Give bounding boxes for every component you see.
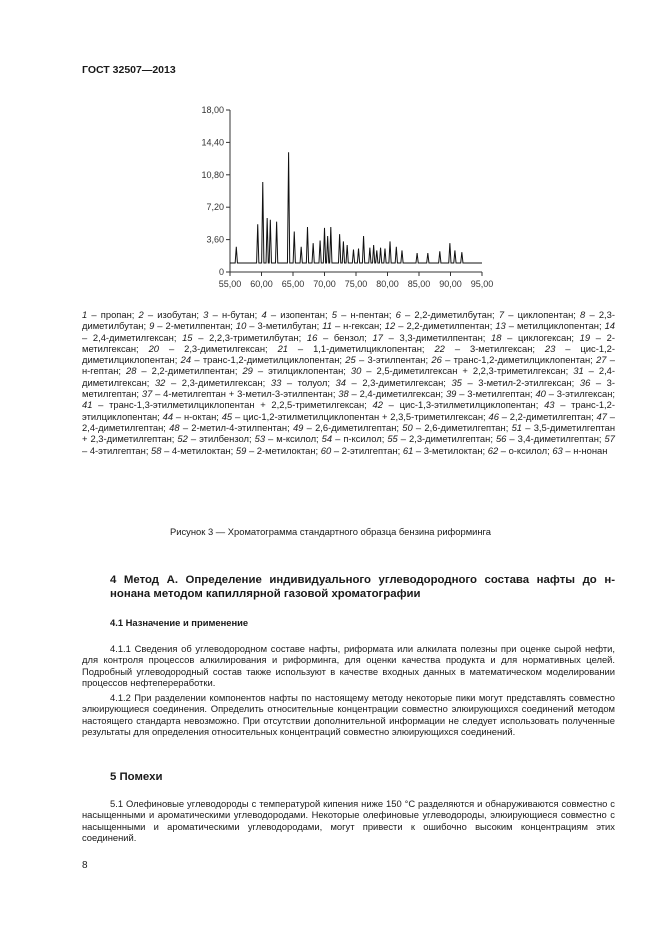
legend-entry: 10 – 3-метилбутан;	[235, 320, 323, 332]
legend-entry-number: 29	[242, 365, 253, 377]
legend-entry-number: 26	[431, 354, 442, 366]
legend-entry: 34 – 2,3-диметилгексан;	[335, 376, 452, 388]
legend-entry-number: 39	[445, 388, 457, 400]
legend-entry-number: 25	[345, 354, 356, 366]
legend-entry-number: 33	[270, 376, 282, 388]
legend-entry-number: 7	[498, 309, 505, 320]
paragraph-4-1-2: 4.1.2 При разделении компонентов нафты по настоящему методу некоторые пики могут представлять совместно элюирующиеся соединения. Определить относительные концентрации совместно элюирующихся соединений методом настоящего стандарта невозможно. При отсутствии дополнительной информации не следует использовать полученные результаты для определения относительных концентраций совместно элюирующихся соединений.	[82, 692, 615, 738]
legend-entry-number: 23	[544, 342, 556, 354]
legend-entry-number: 51	[511, 421, 522, 433]
x-tick-label: 65,00	[281, 279, 305, 289]
x-tick-label: 60,00	[250, 279, 273, 289]
legend-entry: 29 – этилциклопентан;	[242, 365, 351, 377]
legend-entry-number: 42	[372, 399, 383, 411]
legend-entry-number: 4	[261, 309, 267, 320]
x-tick-label: 85,00	[407, 279, 431, 289]
legend-entry: 4 – изопентан;	[261, 309, 332, 320]
legend-entry: 35 – 3-метил-2-этилгексан;	[451, 376, 580, 388]
legend-entry: 32 – 2,3-диметилгексан;	[154, 376, 271, 388]
legend-entry: 6 – 2,2-диметилбутан;	[395, 309, 499, 320]
legend-entry-number: 44	[162, 410, 174, 422]
legend-entry: 27 – н-гептан;	[82, 354, 615, 377]
legend-entry: 28 – 2,2-диметилпентан;	[125, 365, 243, 377]
section-4-1-title: 4.1 Назначение и применение	[110, 617, 249, 628]
legend-entry: 7 – циклопентан;	[498, 309, 581, 320]
y-tick-label: 3,60	[206, 234, 224, 245]
y-tick-label: 14,40	[201, 137, 224, 148]
legend-entry-number: 27	[596, 354, 607, 366]
legend-entry-number: 52	[177, 433, 188, 445]
legend-entry: 3 – н-бутан;	[203, 309, 262, 320]
legend-entry: 37 – 4-метилгептан + 3-метил-3-этилпентан;	[141, 388, 339, 400]
legend-entry-number: 53	[254, 433, 266, 445]
legend-entry-number: 5	[331, 309, 337, 320]
x-tick-label: 80,00	[376, 279, 399, 289]
standard-header: ГОСТ 32507—2013	[82, 64, 176, 76]
legend-entry: 59 – 2-метилоктан;	[235, 444, 321, 456]
legend-entry: 46 – 2,2-диметилгептан;	[488, 410, 597, 422]
legend-entry-number: 31	[573, 365, 584, 377]
section-4-title: 4 Метод А. Определение индивидуального углеводородного состава нафты до н-нонана методом капиллярной газовой хроматографии	[110, 574, 615, 600]
legend-entry-number: 30	[350, 365, 362, 377]
legend-entry-number: 15	[182, 331, 193, 343]
legend-entry: 2 – изобутан;	[138, 309, 204, 320]
legend-entry-number: 12	[384, 320, 396, 332]
legend-entry: 60 – 2-этилгептан;	[320, 444, 403, 456]
legend-entry-number: 62	[487, 444, 499, 456]
legend-entry: 47 – 2,4-диметилгептан;	[82, 410, 615, 433]
paragraph-5-1: 5.1 Олефиновые углеводороды с температурой кипения ниже 150 °С разделяются и обнаруживаются совместно с насыщенными и ароматическими углеводородами. Некоторые олефиновые углеводороды, элюирующиеся совместно с насыщенными и ароматическими углеводородами, могут привести к ошибочно высоким концентрациям этих соединений.	[82, 798, 615, 844]
legend-entry: 18 – циклогексан;	[491, 331, 580, 343]
legend-entry-number: 40	[535, 388, 546, 400]
legend-entry-number: 46	[488, 410, 499, 422]
legend-entry: 23 – цис-1,2-диметилциклопентан;	[82, 342, 615, 366]
legend-entry-number: 1	[82, 309, 88, 320]
legend-entry-number: 6	[395, 309, 401, 320]
y-tick-label: 18,00	[201, 105, 224, 115]
legend-entry: 52 – этилбензол;	[177, 433, 255, 445]
legend-entry-number: 3	[203, 309, 209, 320]
legend-entry-number: 55	[387, 433, 398, 445]
page-number: 8	[82, 860, 88, 871]
legend-entry: 13 – метилциклопентан;	[495, 320, 605, 332]
legend-entry: 22 – 3-метилгексан;	[434, 342, 545, 354]
legend-entry: 30 – 2,5-диметилгексан + 2,2,3-триметилгексан;	[350, 365, 574, 377]
legend-entry-number: 11	[322, 320, 332, 332]
legend-entry-number: 17	[372, 331, 383, 343]
legend-entry-number: 36	[579, 376, 591, 388]
legend-entry: 61 – 3-метилоктан;	[402, 444, 488, 456]
legend-entry-number: 2	[138, 309, 144, 320]
legend-entry-number: 28	[125, 365, 137, 377]
legend-entry-number: 60	[320, 444, 332, 456]
legend-entry-number: 19	[579, 331, 591, 343]
legend-entry-number: 47	[596, 410, 607, 422]
legend-entry: 9 – 2-метилпентан;	[149, 320, 236, 332]
legend-entry: 15 – 2,2,3-триметилбутан;	[182, 331, 307, 343]
legend-entry-number: 49	[292, 421, 304, 433]
x-tick-label: 55,00	[218, 279, 242, 289]
legend-entry: 55 – 2,3-диметилгептан;	[387, 433, 496, 445]
x-tick-label: 70,00	[313, 279, 336, 289]
legend-entry: 39 – 3-метилгептан;	[445, 388, 536, 400]
legend-entry: 8 – 2,3-диметилбутан;	[82, 309, 615, 332]
legend-entry: 25 – 3-этилпентан;	[345, 354, 432, 366]
legend-entry-number: 57	[604, 433, 615, 445]
legend-entry: 33 – толуол;	[270, 376, 336, 388]
section-5-title: 5 Помехи	[110, 771, 163, 783]
legend-entry-number: 41	[82, 399, 93, 411]
legend-entry: 63 – н-нонан	[552, 444, 608, 456]
legend-entry: 58 – 4-метилоктан;	[151, 444, 236, 456]
x-tick-label: 95,00	[470, 279, 494, 289]
legend-entry: 44 – н-октан;	[162, 410, 222, 422]
y-tick-label: 7,20	[206, 202, 224, 213]
legend-entry: 62 – о-ксилол;	[487, 444, 553, 456]
legend-entry: 49 – 2,6-диметилгептан;	[292, 421, 403, 433]
figure-caption: Рисунок 3 — Хроматограмма стандартного образца бензина риформинга	[170, 526, 491, 537]
legend-entry-number: 20	[148, 342, 160, 354]
legend-entry-number: 45	[221, 410, 233, 422]
y-tick-label: 10,80	[201, 169, 224, 180]
legend-entry: 41 – транс-1,3-этилметилциклопентан + 2,2,5-триметилгексан;	[82, 399, 373, 411]
legend-entry: 38 – 2,4-диметилгексан;	[338, 388, 446, 400]
x-tick-label: 75,00	[344, 279, 368, 289]
legend-entry: 12 – 2,2-диметилпентан;	[384, 320, 496, 332]
legend-entry: 11 – н-гексан;	[322, 320, 385, 332]
legend-entry: 20 – 2,3-диметилгексан;	[148, 342, 278, 354]
legend-entry: 42 – цис-1,3-этилметилциклопентан;	[372, 399, 545, 411]
legend-entry: 24 – транс-1,2-диметилциклопентан;	[180, 354, 346, 366]
legend-entry-number: 24	[180, 354, 192, 366]
y-tick-label: 0	[218, 267, 224, 277]
legend-entry-number: 34	[335, 376, 346, 388]
legend-entry: 51 – 3,5-диметилгептан + 2,3-диметилгептан;	[82, 421, 616, 445]
legend-entry: 36 – 3-метилгептан;	[82, 376, 615, 400]
legend-entry-number: 14	[604, 320, 615, 332]
legend-entry-number: 22	[434, 342, 445, 354]
legend-entry: 50 – 2,6-диметилгептан;	[402, 421, 512, 433]
legend-entry-number: 8	[580, 309, 586, 320]
legend-entry: 56 – 3,4-диметилгептан;	[495, 433, 605, 445]
legend-entry: 40 – 3-этилгексан;	[535, 388, 616, 400]
legend-entry-number: 21	[277, 342, 288, 354]
legend-entry: 19 – 2-метилгексан;	[82, 331, 615, 354]
legend-entry: 21 – 1,1-диметилциклопентан;	[277, 342, 435, 354]
legend-entry-number: 50	[402, 421, 413, 433]
legend-entry: 48 – 2-метил-4-этилпентан;	[169, 421, 293, 433]
legend-entry-number: 38	[338, 388, 349, 400]
chromatogram-chart	[190, 98, 500, 298]
paragraph-4-1-1: 4.1.1 Сведения об углеводородном составе нафты, риформата или алкилата полезны при оценке сырой нефти, для контроля процессов алкилирования и риформинга, для оценки качества продукта и для нормативных целей. Подробный углеводородный состав также используют в качестве входных данных в математическом моделировании процессов нефтепереработки.	[82, 643, 615, 689]
chromatogram-trace	[230, 152, 482, 263]
legend-entry: 17 – 3,3-диметилпентан;	[372, 331, 492, 343]
legend-entry-number: 61	[402, 444, 414, 456]
legend-entry: 26 – транс-1,2-диметилциклопентан;	[431, 354, 597, 366]
legend-entry-number: 13	[495, 320, 506, 332]
legend-entry-number: 56	[495, 433, 507, 445]
legend-entry: 31 – 2,4-диметилгексан;	[82, 365, 616, 388]
legend-entry: 53 – м-ксилол;	[254, 433, 322, 445]
legend-entry-number: 32	[154, 376, 166, 388]
legend-entry: 43 – транс-1,2-этилциклопентан;	[82, 399, 615, 422]
legend-entry: 45 – цис-1,2-этилметилциклопентан + 2,3,5-триметилгексан;	[221, 410, 489, 422]
legend-entry-number: 18	[491, 331, 502, 343]
legend-entry-number: 35	[451, 376, 462, 388]
legend-entry-number: 43	[544, 399, 555, 411]
legend-entry: 14 – 2,4-диметилгексан;	[82, 320, 615, 343]
peak-legend	[82, 309, 615, 456]
legend-entry-number: 37	[141, 388, 153, 400]
legend-entry: 54 – п-ксилол;	[321, 433, 388, 445]
legend-entry: 16 – бензол;	[306, 331, 373, 343]
x-tick-label: 90,00	[439, 279, 462, 289]
legend-entry-number: 48	[169, 421, 180, 433]
legend-entry-number: 58	[151, 444, 162, 456]
legend-entry-number: 54	[321, 433, 333, 445]
legend-entry-number: 10	[235, 320, 247, 332]
legend-entry-number: 16	[306, 331, 318, 343]
legend-entry-number: 9	[149, 320, 155, 332]
legend-entry: 5 – н-пентан;	[331, 309, 396, 320]
legend-entry-number: 59	[235, 444, 247, 456]
legend-entry: 57 – 4-этилгептан;	[82, 433, 615, 456]
legend-entry: 1 – пропан;	[82, 309, 139, 320]
legend-entry-number: 63	[552, 444, 563, 456]
